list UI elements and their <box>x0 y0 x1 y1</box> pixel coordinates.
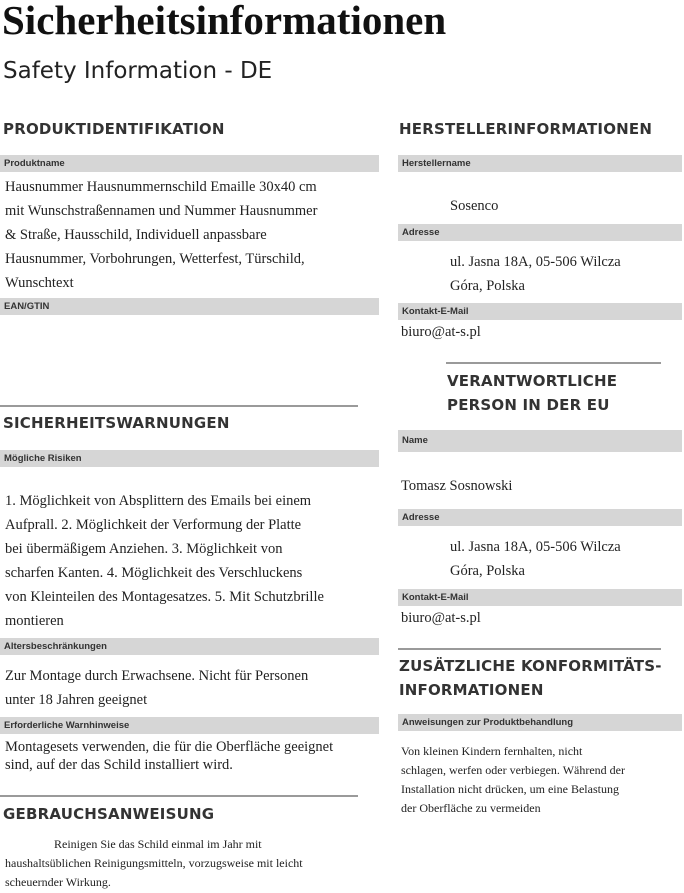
ean-gtin-label: EAN/GTIN <box>0 298 379 315</box>
manufacturer-email-label: Kontakt-E-Mail <box>398 303 682 320</box>
possible-risks-value: 1. Möglichkeit von Absplittern des Emails bei einem Aufprall. 2. Möglichkeit der Verformung der Platte bei übermäßigem Anziehen. 3. Möglichkeit von scharfen Kanten. 4. Möglichkeit des Verschluckens von Kleinteilen des Montagesatzes. 5. Mit Schutzbrille montieren <box>5 493 324 629</box>
age-restrictions-label: Altersbeschränkungen <box>0 638 379 655</box>
eu-address-label: Adresse <box>398 509 682 526</box>
handling-instructions-value: Von kleinen Kindern fernhalten, nicht schlagen, werfen oder verbiegen. Während der Installation nicht drücken, um eine Belastung der Oberfläche zu vermeiden <box>401 744 626 815</box>
safety-warnings-heading: SICHERHEITSWARNUNGEN <box>3 414 230 432</box>
eu-name-label: Name <box>398 430 682 452</box>
possible-risks-label: Mögliche Risiken <box>0 450 379 467</box>
additional-conformity-heading: ZUSÄTZLICHE KONFORMITÄTS- INFORMATIONEN <box>399 657 662 699</box>
eu-responsible-person-heading: VERANTWORTLICHE PERSON IN DER EU <box>447 372 618 414</box>
divider <box>446 362 661 364</box>
eu-address-value: ul. Jasna 18A, 05-506 Wilcza Góra, Polska <box>450 539 621 579</box>
manufacturer-address-value: ul. Jasna 18A, 05-506 Wilcza Góra, Polska <box>450 254 621 294</box>
manufacturer-name-value: Sosenco <box>450 198 499 214</box>
divider <box>0 405 358 407</box>
manufacturer-address-label: Adresse <box>398 224 682 241</box>
age-restrictions-value: Zur Montage durch Erwachsene. Nicht für Personen unter 18 Jahren geeignet <box>5 668 309 708</box>
manufacturer-email-value: biuro@at-s.pl <box>401 324 481 340</box>
divider <box>0 795 358 797</box>
manufacturer-name-label: Herstellername <box>398 155 682 172</box>
product-name-label: Produktname <box>0 155 379 172</box>
divider <box>398 648 661 650</box>
product-identification-heading: PRODUKTIDENTIFIKATION <box>3 120 225 138</box>
page-subtitle: Safety Information - DE <box>3 58 273 84</box>
eu-email-label: Kontakt-E-Mail <box>398 589 682 606</box>
eu-name-value: Tomasz Sosnowski <box>401 478 513 494</box>
usage-instructions-heading: GEBRAUCHSANWEISUNG <box>3 805 215 823</box>
handling-instructions-label: Anweisungen zur Produktbehandlung <box>398 714 682 731</box>
product-name-value: Hausnummer Hausnummernschild Emaille 30x40 cm mit Wunschstraßennamen und Nummer Hausnummer & Straße, Hausschild, Individuell anpassbare Hausnummer, Vorbohrungen, Wetterfest, Türschild, Wunschtext <box>5 179 318 291</box>
eu-email-value: biuro@at-s.pl <box>401 610 481 626</box>
required-warnings-label: Erforderliche Warnhinweise <box>0 717 379 734</box>
page-title: Sicherheitsinformationen <box>2 0 447 43</box>
required-warnings-value: Montagesets verwenden, die für die Oberfläche geeignet sind, auf der das Schild installiert wird. <box>5 739 334 773</box>
usage-instructions-value: Reinigen Sie das Schild einmal im Jahr mit haushaltsüblichen Reinigungsmitteln, vorzugsweise mit leicht scheuernder Wirkung. <box>5 837 303 889</box>
manufacturer-info-heading: HERSTELLERINFORMATIONEN <box>399 120 653 138</box>
